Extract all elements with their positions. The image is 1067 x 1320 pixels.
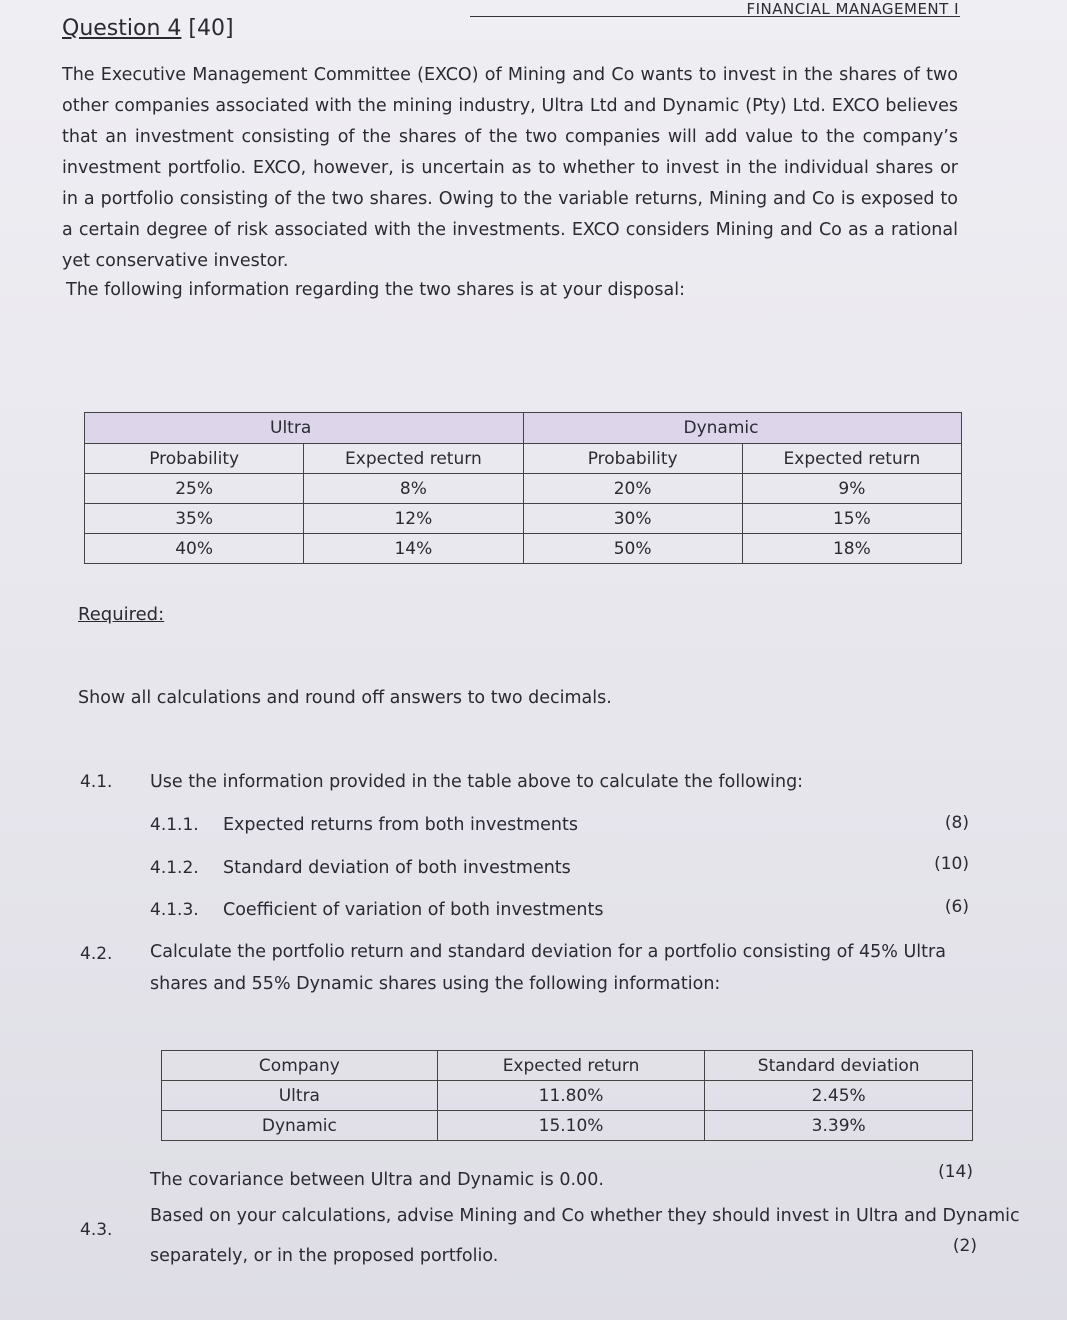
column-header-row: [85, 444, 962, 474]
q42-line2: shares and 55% Dynamic shares using the following information:: [150, 974, 721, 994]
table-cell: 18%: [742, 534, 961, 564]
table-cell: 35%: [85, 504, 304, 534]
table-row: [162, 1081, 973, 1111]
table-cell: Ultra: [162, 1081, 438, 1111]
table-cell: 14%: [304, 534, 523, 564]
header-cell: Expected return: [304, 444, 523, 474]
table-cell: 40%: [85, 534, 304, 564]
module-header: FINANCIAL MANAGEMENT I: [746, 0, 959, 18]
q43-marks: (2): [952, 1236, 977, 1256]
q41-number: 4.1.: [80, 772, 113, 792]
q413-text: Coefficient of variation of both investments: [223, 900, 604, 920]
table-row: [85, 474, 962, 504]
required-heading: Required:: [78, 604, 165, 625]
header-cell: Standard deviation: [705, 1051, 973, 1081]
q43-line1: Based on your calculations, advise Mining and Co whether they should invest in Ultra and Dynamic: [150, 1206, 1020, 1226]
q413-marks: (6): [944, 897, 969, 917]
table-cell: 3.39%: [705, 1111, 973, 1141]
q42-number: 4.2.: [80, 944, 113, 964]
intro-text: The Executive Management Committee (EXCO) of Mining and Co wants to invest in the shares of two other companies associated with the mining industry, Ultra Ltd and Dynamic (Pty) Ltd. EXCO believes that an investment consisting of the shares of the two companies will add value to the company’s investment portfolio. EXCO, however, is uncertain as to whether to invest in the individual shares or in a portfolio consisting of the two shares. Owing to the variable returns, Mining and Co is exposed to a certain degree of risk associated with the investments. EXCO considers Mining and Co as a rational yet conservative investor.: [62, 65, 958, 271]
group-header-row: [85, 413, 962, 444]
table-cell: 12%: [304, 504, 523, 534]
rounding-note: Show all calculations and round off answers to two decimals.: [78, 688, 612, 708]
covariance-text: The covariance between Ultra and Dynamic is 0.00.: [150, 1170, 604, 1190]
table-cell: 25%: [85, 474, 304, 504]
header-cell: Expected return: [742, 444, 961, 474]
table-cell: 30%: [523, 504, 742, 534]
header-cell: Probability: [523, 444, 742, 474]
table-row: [162, 1111, 973, 1141]
returns-table: [84, 412, 962, 564]
q411-text: Expected returns from both investments: [223, 815, 578, 835]
q411-marks: (8): [944, 813, 969, 833]
question-title: [62, 16, 234, 41]
q41-text: Use the information provided in the table above to calculate the following:: [150, 772, 804, 792]
header-cell: Company: [162, 1051, 438, 1081]
question-marks: [40]: [188, 16, 234, 41]
table-cell: 15%: [742, 504, 961, 534]
header-cell: Expected return: [437, 1051, 705, 1081]
table-cell: 2.45%: [705, 1081, 973, 1111]
q411-number: 4.1.1.: [150, 815, 199, 835]
table-cell: 9%: [742, 474, 961, 504]
table-row: [85, 504, 962, 534]
q42-line1: Calculate the portfolio return and standard deviation for a portfolio consisting of 45% Ultra: [150, 942, 946, 962]
table-row: [85, 534, 962, 564]
table-cell: Dynamic: [162, 1111, 438, 1141]
table-cell: 15.10%: [437, 1111, 705, 1141]
q413-number: 4.1.3.: [150, 900, 199, 920]
q42-marks: (14): [938, 1162, 973, 1182]
q412-number: 4.1.2.: [150, 858, 199, 878]
table-cell: 20%: [523, 474, 742, 504]
question-label: Question 4: [62, 16, 182, 41]
table-cell: 11.80%: [437, 1081, 705, 1111]
table-cell: 50%: [523, 534, 742, 564]
q412-text: Standard deviation of both investments: [223, 858, 571, 878]
info-lead: The following information regarding the two shares is at your disposal:: [66, 280, 685, 300]
group-dynamic: Dynamic: [523, 413, 962, 444]
portfolio-table: [161, 1050, 973, 1141]
table-cell: 8%: [304, 474, 523, 504]
q43-line2: separately, or in the proposed portfolio.: [150, 1246, 499, 1266]
q412-marks: (10): [934, 854, 969, 874]
group-ultra: Ultra: [85, 413, 524, 444]
intro-paragraph: [62, 60, 958, 277]
column-header-row: [162, 1051, 973, 1081]
q43-number: 4.3.: [80, 1220, 113, 1240]
header-cell: Probability: [85, 444, 304, 474]
